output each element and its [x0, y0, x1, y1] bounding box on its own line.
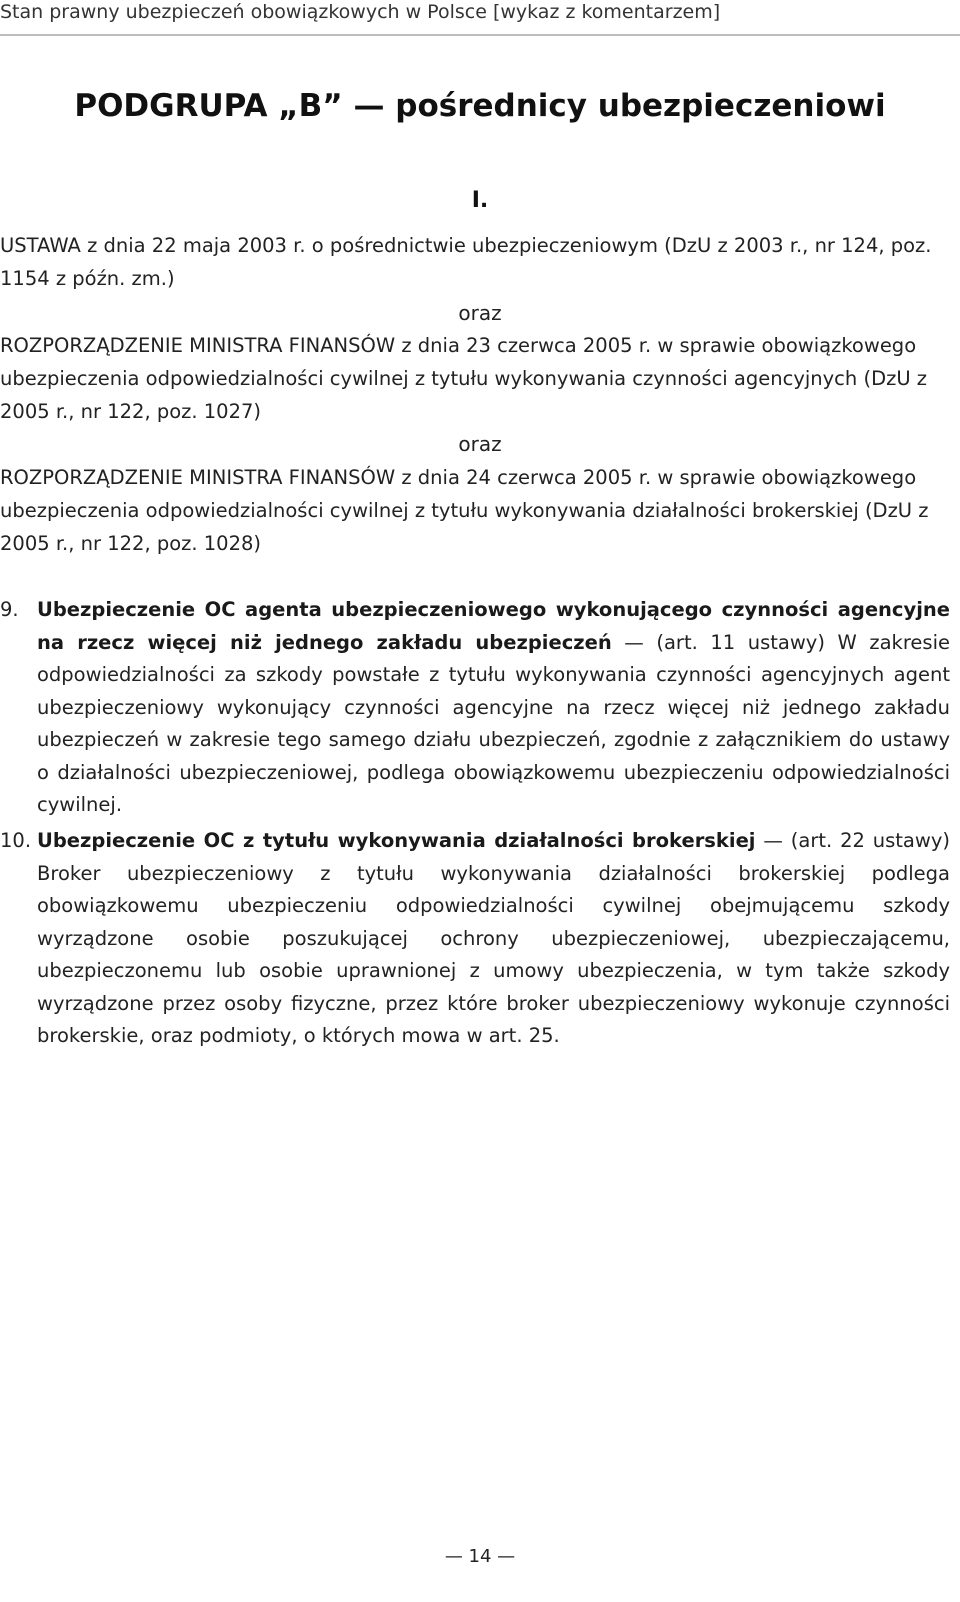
list-item-number: 10. [0, 829, 32, 852]
list-item-text: — (art. 22 ustawy) Broker ubezpieczeniowy z tytułu wykonywania działalności brokerskiej podlega obowiązkowemu ubezpieczeniu odpowiedzialności cywilnej obejmującemu szkody wyrządzone osobie poszukującej ochrony ubezpieczeniowej, ubezpieczającemu, ubezpieczonemu lub osobie uprawnionej z umowy ubezpieczenia, w tym także szkody wyrządzone przez osoby fizyczne, przez które broker ubezpieczeniowy wykonuje czynności brokerskie, oraz podmioty, o których mowa w art. 25. [37, 829, 950, 1047]
list-item-lead: Ubezpieczenie OC z tytułu wykonywania działalności brokerskiej [37, 829, 756, 852]
list-item-lead: Ubezpieczenie OC agenta ubezpieczeniowego wykonującego czynności agencyjne na rzecz więcej niż jednego zakładu ubezpieczeń [37, 598, 950, 654]
list-item-body [37, 594, 950, 822]
running-header-title: Stan prawny ubezpieczeń obowiązkowych w Polsce [wykaz z komentarzem] [0, 1, 721, 23]
connector-oraz-2: oraz [458, 432, 502, 456]
act-citation: USTAWA z dnia 22 maja 2003 r. o pośrednictwie ubezpieczeniowym (DzU z 2003 r., nr 124, poz. 1154 z późn. zm.) [0, 234, 932, 290]
list-item-number: 9. [0, 598, 19, 621]
list-item-body [37, 825, 950, 1053]
section-number: I. [471, 188, 489, 213]
page-title: PODGRUPA „B” — pośrednicy ubezpieczeniowi [74, 88, 886, 124]
list-item-10 [0, 825, 950, 1053]
connector-oraz-1: oraz [458, 301, 502, 325]
page-number: — 14 — [444, 1546, 516, 1567]
header-divider [0, 34, 960, 36]
regulation-citation-2: ROZPORZĄDZENIE MINISTRA FINANSÓW z dnia 24 czerwca 2005 r. w sprawie obowiązkowego ubezpieczenia odpowiedzialności cywilnej z tytułu wykonywania działalności brokerskiej (DzU z 2005 r., nr 122, poz. 1028) [0, 466, 929, 555]
list-item-9 [0, 594, 950, 822]
regulation-citation-1: ROZPORZĄDZENIE MINISTRA FINANSÓW z dnia 23 czerwca 2005 r. w sprawie obowiązkowego ubezpieczenia odpowiedzialności cywilnej z tytułu wykonywania czynności agencyjnych (DzU z 2005 r., nr 122, poz. 1027) [0, 334, 928, 423]
list-item-text: — (art. 11 ustawy) W zakresie odpowiedzialności za szkody powstałe z tytułu wykonywania czynności agencyjnych agent ubezpieczeniowy wykonujący czynności agencyjne na rzecz więcej niż jednego zakładu ubezpieczeń w zakresie tego samego działu ubezpieczeń, zgodnie z załącznikiem do ustawy o działalności ubezpieczeniowej, podlega obowiązkowemu ubezpieczeniu odpowiedzialności cywilnej. [37, 630, 950, 816]
